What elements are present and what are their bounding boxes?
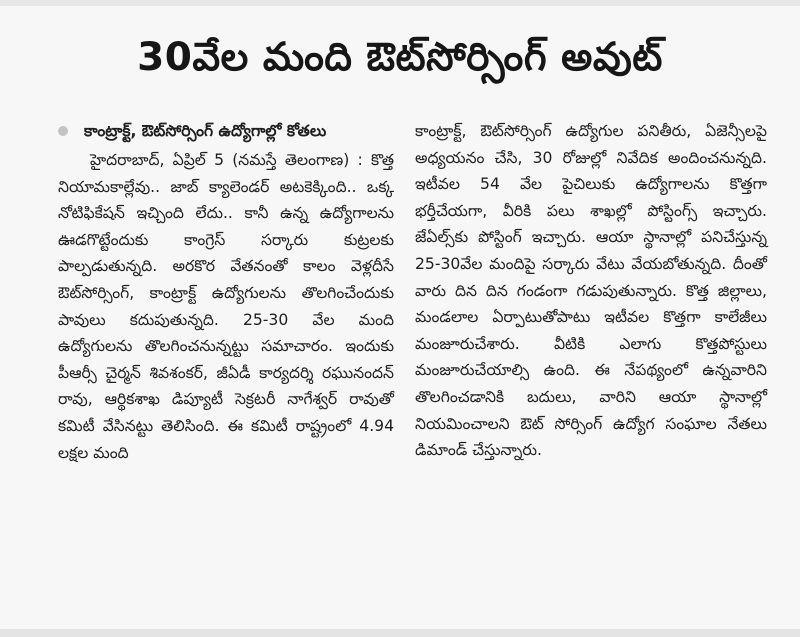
bullet-icon bbox=[58, 126, 68, 136]
bottom-divider bbox=[0, 629, 800, 637]
subheading bbox=[58, 118, 394, 144]
right-column-text: కాంట్రాక్ట్, ఔట్‌సోర్సింగ్ ఉద్యోగుల పనితీరు, ఏజెన్సీలపై అధ్యయనం చేసి, 30 రోజుల్లో నివేదిక అందించనున్నది. ఇటీవల 54 వేల పైచిలుకు ఉద్యోగాలను కొత్తగా భర్తీచేయగా, వీరికి పలు శాఖల్లో పోస్టింగ్స్ ఇచ్చారు. జేఏల్స్‌కు పోస్టింగ్ ఇచ్చారు. ఆయా స్థానాల్లో పనిచేస్తున్న 25-30వేల మందిపై సర్కారు వేటు వేయబోతున్నది. దీంతో వారు దిన దిన గండంగా గడుపుతున్నారు. కొత్త జిల్లాలు, మండలాల ఏర్పాటుతోపాటు ఇటీవల కొత్తగా కాలేజీలు మంజూరుచేశారు. వీటికి ఎలాగు కొత్తపోస్టులు మంజూరుచేయాల్సి ఉంది. ఈ నేపథ్యంలో ఉన్నవారిని తొలగించడానికి బదులు, వారిని ఆయా స్థానాల్లో నియమించాలని ఔట్ సోర్సింగ్ ఉద్యోగ సంఘాల నేతలు డిమాండ్ చేస్తున్నారు. bbox=[415, 122, 767, 460]
right-column bbox=[415, 118, 767, 464]
left-column bbox=[58, 118, 394, 466]
headline: 30వేల మంది ఔట్‌సోర్సింగ్ అవుట్ bbox=[137, 35, 663, 80]
left-column-text: హైదరాబాద్, ఏప్రిల్ 5 (నమస్తే తెలంగాణ) : కొత్త నియామకాల్లేవు.. జాబ్ క్యాలెండర్ అటకెక్కింది.. ఒక్క నోటిఫికేషన్ ఇచ్చింది లేదు.. కానీ ఉన్న ఉద్యోగాలను ఊడగొట్టేందుకు కాంగ్రెస్ సర్కారు కుట్రలకు పాల్పడుతున్నది. అరకొర వేతనంతో కాలం వెళ్లదీసే ఔట్‌సోర్సింగ్, కాంట్రాక్ట్ ఉద్యోగులను తొలగించేందుకు పావులు కదుపుతున్నది. 25-30 వేల మంది ఉద్యోగులను తొలగించనున్నట్టు సమాచారం. ఇందుకు పీఆర్సీ చైర్మన్ శివశంకర్, జీఏడీ కార్యదర్శి రఘునందన్ రావు, ఆర్థికశాఖ డిప్యూటీ సెక్రటరీ నాగేశ్వర్ రావుతో కమిటీ వేసినట్టు తెలిసింది. ఈ కమిటీ రాష్ట్రంలో 4.94 లక్షల మంది bbox=[58, 151, 394, 462]
subheading-text: కాంట్రాక్ట్, ఔట్‌సోర్సింగ్ ఉద్యోగాల్లో కోతలు bbox=[84, 122, 327, 140]
